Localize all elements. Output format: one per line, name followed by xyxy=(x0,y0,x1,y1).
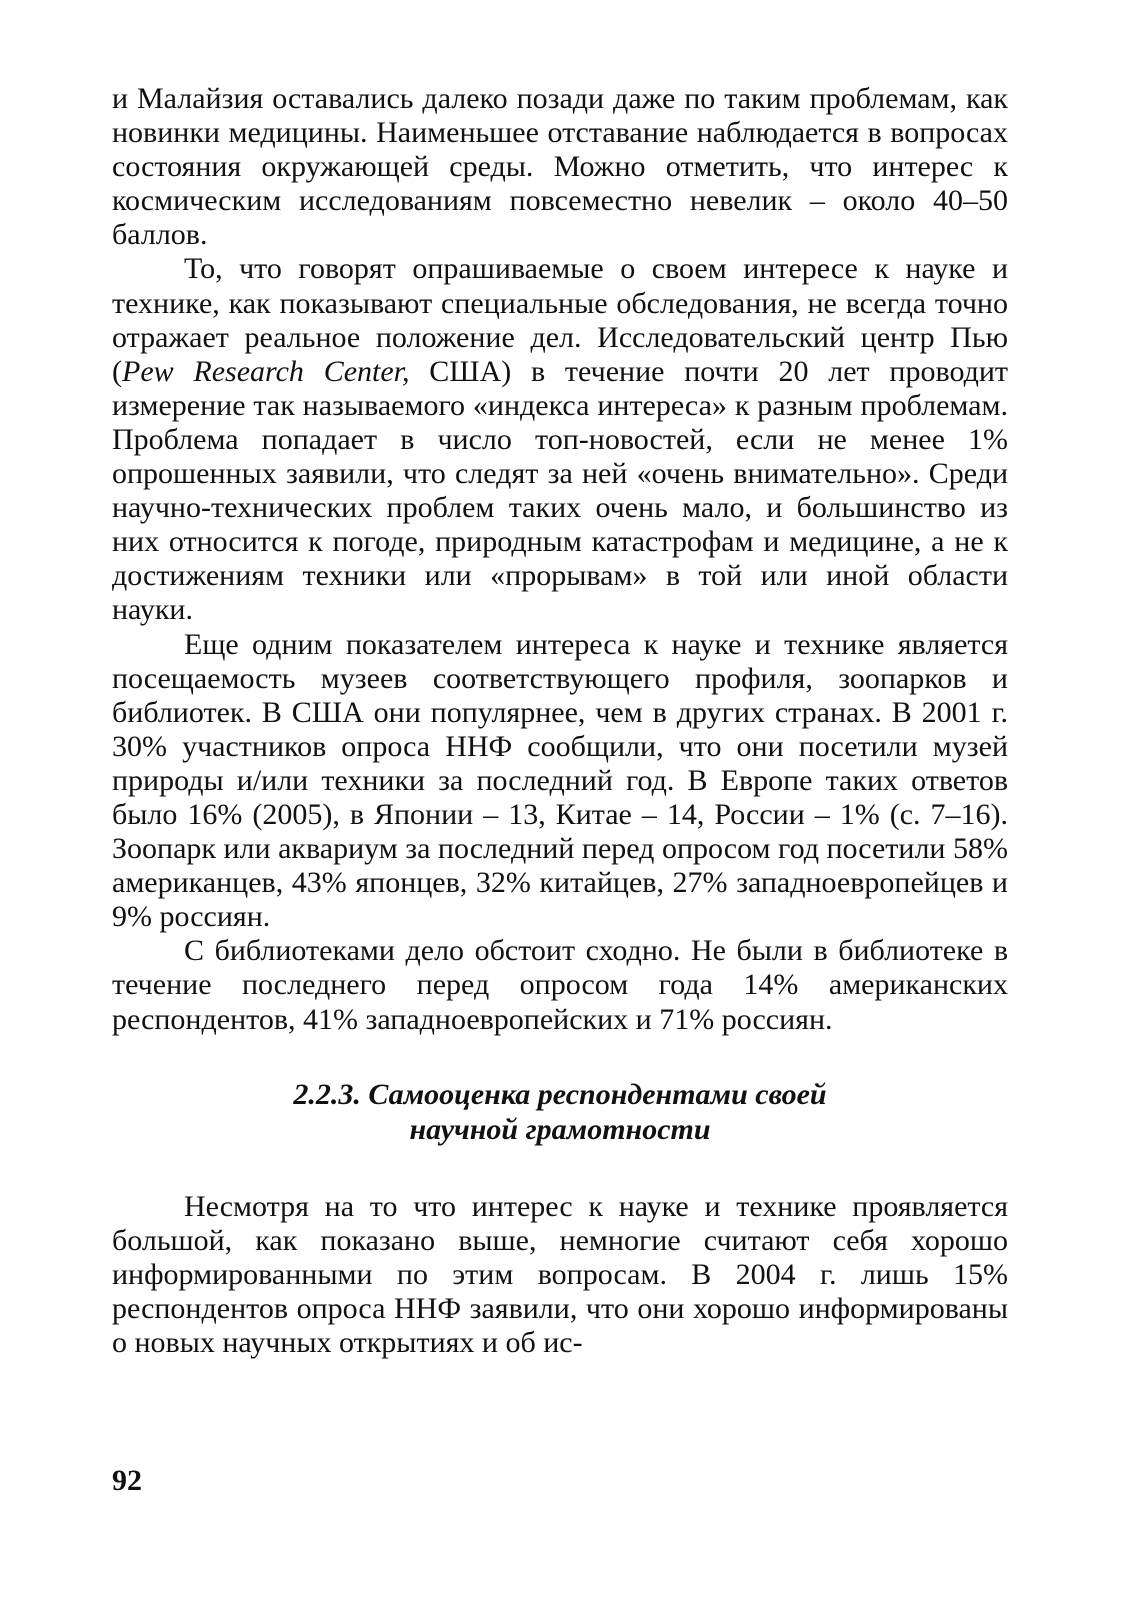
paragraph-2 xyxy=(112,252,1008,627)
paragraph-1: и Малайзия оставались далеко позади даже по таким проблемам, как новинки медицины. Наименьшее отставание наблюдается в вопросах состояния окружающей среды. Можно отметить, что интерес к космическим исследованиям повсеместно невелик – около 40–50 баллов. xyxy=(112,82,1008,252)
paragraph-2-italic: Pew Research Center, xyxy=(122,354,410,388)
section-heading xyxy=(112,1077,1008,1147)
paragraph-5: Несмотря на то что интерес к науке и технике проявляется большой, как показано выше, немногие считают себя хорошо информированными по этим вопросам. В 2004 г. лишь 15% респондентов опроса ННФ заявили, что они хорошо информированы о новых научных открытиях и об ис- xyxy=(112,1189,1008,1359)
paragraph-2-part-1: То, что говорят опрашиваемые о своем интересе к науке и технике, как показывают специальные обследования, не всегда точно отражает реальное положение дел. Исследовательский центр Пью ( xyxy=(112,252,1008,388)
section-heading-line-1: 2.2.3. Самооценка респондентами своей xyxy=(293,1077,827,1111)
paragraph-2-part-2: США) в течение почти 20 лет проводит измерение так называемого «индекса интереса» к разным проблемам. Проблема попадает в число топ-новостей, если не менее 1% опрошенных заявили, что следят за ней «очень внимательно». Среди научно-технических проблем таких очень мало, и большинство из них относится к погоде, природным катастрофам и медицине, а не к достижениям техники или «прорывам» в той или иной области науки. xyxy=(112,354,1009,627)
paragraph-3: Еще одним показателем интереса к науке и технике является посещаемость музеев соответствующего профиля, зоопарков и библиотек. В США они популярнее, чем в других странах. В 2001 г. 30% участников опроса ННФ сообщили, что они посетили музей природы и/или техники за последний год. В Европе таких ответов было 16% (2005), в Японии – 13, Китае – 14, России – 1% (с. 7–16). Зоопарк или аквариум за последний перед опросом год посетили 58% американцев, 43% японцев, 32% китайцев, 27% западноевропейцев и 9% россиян. xyxy=(112,627,1008,934)
page-number: 92 xyxy=(112,1464,142,1497)
page-content xyxy=(112,82,1008,1360)
section-heading-line-2: научной грамотности xyxy=(409,1112,711,1146)
paragraph-4: С библиотеками дело обстоит сходно. Не были в библиотеке в течение последнего перед опросом года 14% американских респондентов, 41% западноевропейских и 71% россиян. xyxy=(112,934,1008,1036)
